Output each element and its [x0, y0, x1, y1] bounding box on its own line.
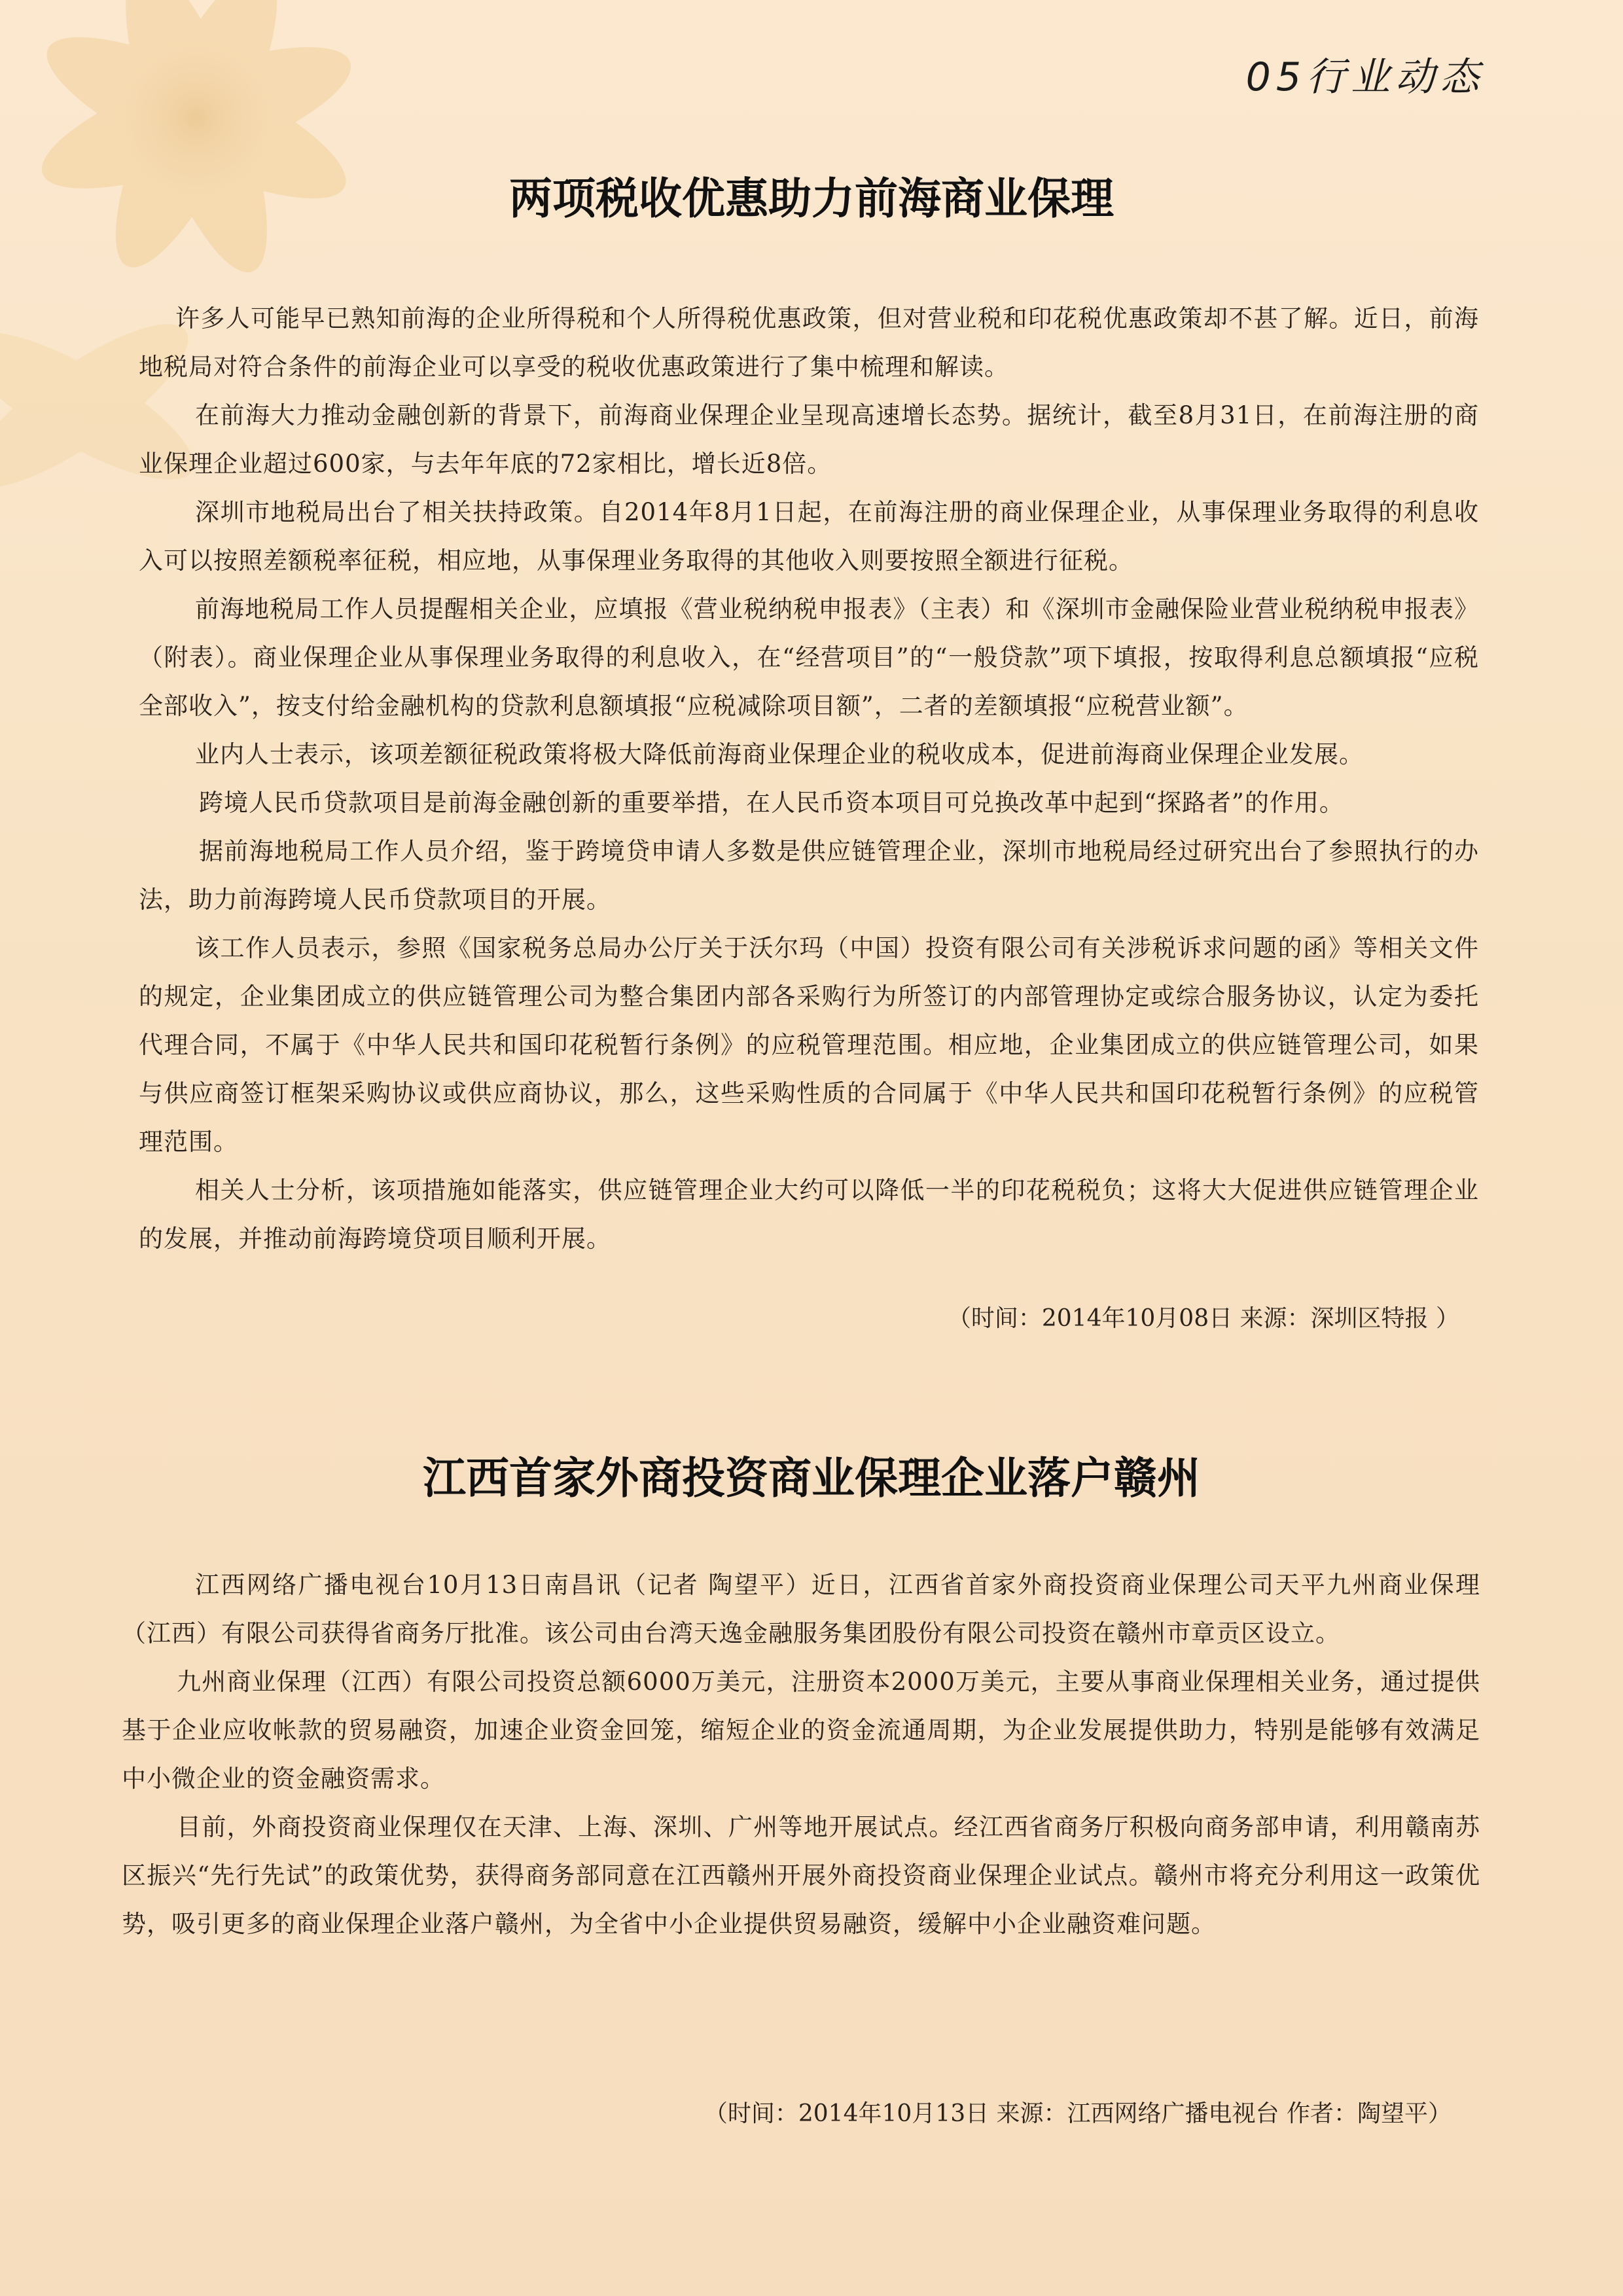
section-label: 05行业动态 [1245, 54, 1484, 100]
paragraph: 相关人士分析，该项措施如能落实，供应链管理企业大约可以降低一半的印花税税负；这将大大促进供应链管理企业的发展，并推动前海跨境贷项目顺利开展。 [139, 1176, 1479, 1253]
paragraph: 业内人士表示，该项差额征税政策将极大降低前海商业保理企业的税收成本，促进前海商业保理企业发展。 [195, 740, 1364, 768]
article-1-body [0, 295, 1623, 1263]
paragraph: 跨境人民币贷款项目是前海金融创新的重要举措，在人民币资本项目可兑换改革中起到“探路者”的作用。 [199, 789, 1344, 817]
paragraph: 许多人可能早已熟知前海的企业所得税和个人所得税优惠政策，但对营业税和印花税优惠政策却不甚了解。近日，前海地税局对符合条件的前海企业可以享受的税收优惠政策进行了集中梳理和解读。 [139, 304, 1479, 381]
article-2-body [0, 1561, 1623, 1948]
paragraph: 九州商业保理（江西）有限公司投资总额6000万美元，注册资本2000万美元，主要从事商业保理相关业务，通过提供基于企业应收帐款的贸易融资，加速企业资金回笼，缩短企业的资金流通周期，为企业发展提供助力，特别是能够有效满足中小微企业的资金融资需求。 [122, 1668, 1480, 1793]
article-1-source-row [0, 1299, 1623, 1338]
paragraph: 目前，外商投资商业保理仅在天津、上海、深圳、广州等地开展试点。经江西省商务厅积极向商务部申请，利用赣南苏区振兴“先行先试”的政策优势，获得商务部同意在江西赣州开展外商投资商业保理企业试点。赣州市将充分利用这一政策优势，吸引更多的商业保理企业落户赣州，为全省中小企业提供贸易融资，缓解中小企业融资难问题。 [122, 1813, 1480, 1938]
paragraph: 据前海地税局工作人员介绍，鉴于跨境贷申请人多数是供应链管理企业，深圳市地税局经过研究出台了参照执行的办法，助力前海跨境人民币贷款项目的开展。 [139, 837, 1479, 914]
article-1 [0, 164, 1623, 226]
paragraph: 该工作人员表示，参照《国家税务总局办公厅关于沃尔玛（中国）投资有限公司有关涉税诉求问题的函》等相关文件的规定，企业集团成立的供应链管理公司为整合集团内部各采购行为所签订的内部管理协定或综合服务协议，认定为委托代理合同，不属于《中华人民共和国印花税暂行条例》的应税管理范围。相应地，企业集团成立的供应链管理公司，如果与供应商签订框架采购协议或供应商协议，那么，这些采购性质的合同属于《中华人民共和国印花税暂行条例》的应税管理范围。 [139, 934, 1479, 1156]
paragraph: 在前海大力推动金融创新的背景下，前海商业保理企业呈现高速增长态势。据统计，截至8月31日，在前海注册的商业保理企业超过600家，与去年年底的72家相比，增长近8倍。 [139, 401, 1479, 478]
article-2 [0, 1443, 1623, 1505]
article-2-source-row [0, 2094, 1623, 2134]
article-source: （时间：2014年10月13日 来源：江西网络广播电视台 作者：陶望平） [704, 2100, 1452, 2127]
paragraph: 江西网络广播电视台10月13日南昌讯（记者 陶望平）近日，江西省首家外商投资商业保理公司天平九州商业保理（江西）有限公司获得省商务厅批准。该公司由台湾天逸金融服务集团股份有限公司投资在赣州市章贡区设立。 [122, 1571, 1480, 1647]
paragraph: 深圳市地税局出台了相关扶持政策。自2014年8月1日起，在前海注册的商业保理企业，从事保理业务取得的利息收入可以按照差额税率征税，相应地，从事保理业务取得的其他收入则要按照全额进行征税。 [139, 498, 1479, 575]
paragraph: 前海地税局工作人员提醒相关企业，应填报《营业税纳税申报表》（主表）和《深圳市金融保险业营业税纳税申报表》（附表）。商业保理企业从事保理业务取得的利息收入，在“经营项目”的“一般贷款”项下填报，按取得利息总额填报“应税全部收入”，按支付给金融机构的贷款利息额填报“应税减除项目额”，二者的差额填报“应税营业额”。 [139, 595, 1479, 720]
article-source: （时间：2014年10月08日 来源：深圳区特报 ） [947, 1305, 1459, 1332]
article-title: 江西首家外商投资商业保理企业落户赣州 [423, 1453, 1200, 1503]
article-title: 两项税收优惠助力前海商业保理 [509, 173, 1114, 224]
